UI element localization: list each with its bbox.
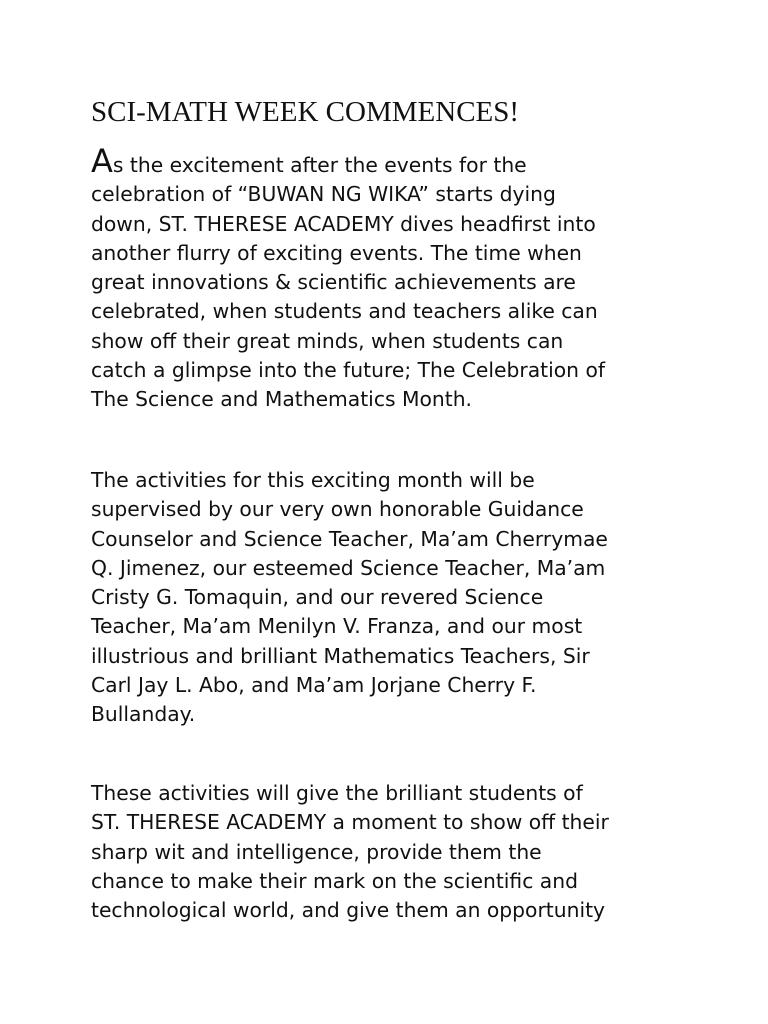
paragraph-line: celebration of “BUWAN NG WIKA” starts dying <box>91 182 556 207</box>
paragraph-line: illustrious and brilliant Mathematics Teachers, Sir <box>91 643 590 668</box>
paragraph-line: The Science and Mathematics Month. <box>91 387 472 412</box>
paragraph-line: Carl Jay L. Abo, and Ma’am Jorjane Cherry F. <box>91 673 537 698</box>
paragraph-line: supervised by our very own honorable Guidance <box>91 497 584 522</box>
paragraph-line: down, ST. THERESE ACADEMY dives headfirst into <box>91 211 596 236</box>
paragraph-line: great innovations & scientific achievements are <box>91 270 576 295</box>
paragraph-line: The activities for this exciting month will be <box>91 468 535 492</box>
paragraph-line: celebrated, when students and teachers alike can <box>91 299 598 324</box>
paragraph-line: Bullanday. <box>91 702 196 727</box>
first-line-text: s the excitement after the events for the <box>112 153 527 177</box>
paragraph-activities <box>91 779 681 925</box>
article-title: SCI-MATH WEEK COMMENCES! <box>91 96 520 128</box>
paragraph-line: show off their great minds, when students can <box>91 328 564 353</box>
paragraph-supervisors <box>91 466 681 730</box>
paragraph-line: sharp wit and intelligence, provide them the <box>91 839 542 864</box>
paragraph-intro <box>91 142 681 415</box>
drop-cap: A <box>91 142 113 180</box>
paragraph-line: These activities will give the brilliant students of <box>91 781 583 805</box>
paragraph-line: Cristy G. Tomaquin, and our revered Science <box>91 585 544 610</box>
paragraph-line <box>91 142 681 180</box>
paragraph-line: chance to make their mark on the scientific and <box>91 868 578 893</box>
paragraph-line: catch a glimpse into the future; The Celebration of <box>91 358 606 383</box>
paragraph-line: Q. Jimenez, our esteemed Science Teacher, Ma’am <box>91 555 606 580</box>
paragraph-line: ST. THERESE ACADEMY a moment to show off their <box>91 810 609 835</box>
paragraph-line: technological world, and give them an opportunity <box>91 898 606 923</box>
paragraph-line: Teacher, Ma’am Menilyn V. Franza, and our most <box>91 614 583 639</box>
paragraph-line: another flurry of exciting events. The time when <box>91 240 582 265</box>
paragraph-line: Counselor and Science Teacher, Ma’am Cherrymae <box>91 526 608 551</box>
